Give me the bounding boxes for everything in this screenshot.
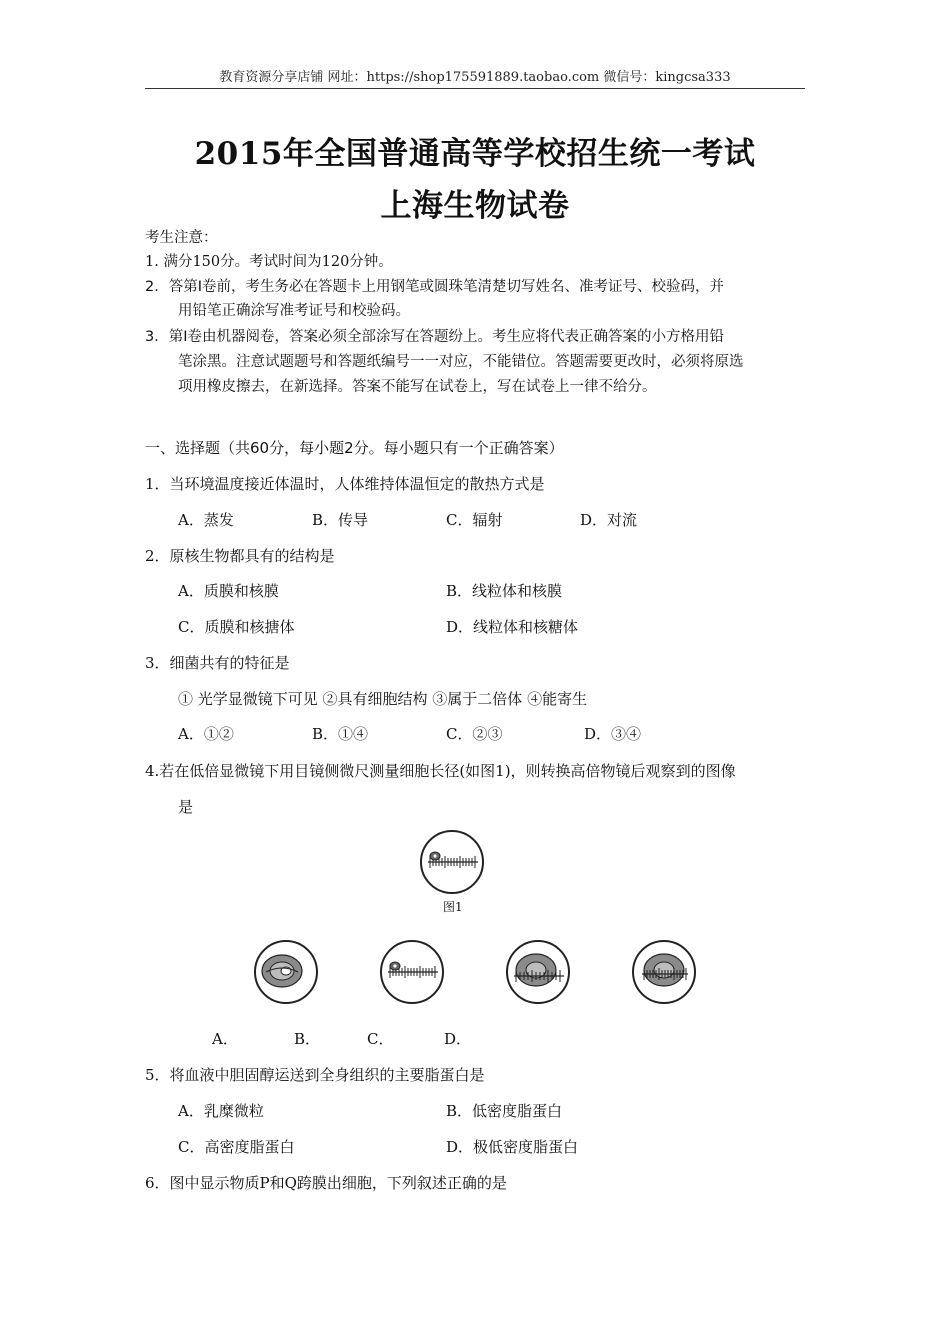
q3-option-c: C．②③ [446, 725, 503, 743]
q1-option-c: C．辐射 [446, 511, 503, 529]
notice-item-1: 1. 满分150分。考试时间为120分钟。 [145, 254, 393, 270]
q3-option-b: B．①④ [312, 725, 369, 743]
exam-title: 2015年全国普通高等学校招生统一考试 [194, 136, 756, 172]
notice-item-2a: 2．答第Ⅰ卷前，考生务必在答题卡上用钢笔或圆珠笔清楚切写姓名、准考证号、校验码，并 [145, 279, 724, 295]
section-heading: 一、选择题（共60分，每小题2分。每小题只有一个正确答案） [145, 439, 564, 457]
q3-items: ① 光学显微镜下可见 ②具有细胞结构 ③属于二倍体 ④能寄生 [178, 690, 588, 708]
q2-option-d: D．线粒体和核糖体 [446, 618, 579, 636]
notice-heading: 考生注意： [145, 230, 218, 246]
q5-stem: 5．将血液中胆固醇运送到全身组织的主要脂蛋白是 [145, 1066, 485, 1084]
notice-item-3a: 3．第Ⅰ卷由机器阅卷，答案必须全部涂写在答题纷上。考生应将代表正确答案的小方格用铅 [145, 329, 724, 345]
notice-item-2b: 用铅笔正确涂写准考证号和校验码。 [178, 303, 410, 319]
q4-option-b: B． [294, 1030, 321, 1048]
q1-stem: 1．当环境温度接近体温时，人体维持体温恒定的散热方式是 [145, 475, 545, 493]
q6-stem: 6．图中显示物质P和Q跨膜出细胞，下列叙述正确的是 [145, 1174, 507, 1192]
q4-option-d: D． [444, 1030, 472, 1048]
q3-stem: 3．细菌共有的特征是 [145, 654, 290, 672]
q2-option-b: B．线粒体和核膜 [446, 582, 563, 600]
q4-stem-line1: 4.若在低倍显微镜下用目镜侧微尺测量细胞长径(如图1)，则转换高倍物镜后观察到的图像 [145, 762, 736, 780]
notice-item-3c: 项用橡皮擦去，在新选择。答案不能写在试卷上，写在试卷上一律不给分。 [178, 379, 657, 395]
q5-option-c: C．高密度脂蛋白 [178, 1138, 295, 1156]
q1-option-a: A．蒸发 [178, 511, 234, 529]
q4-image-b [378, 938, 446, 1006]
figure-1-caption: 图1 [443, 900, 463, 914]
page-header: 教育资源分享店铺 网址：https://shop175591889.taobao.com 微信号：kingcsa333 [145, 66, 805, 89]
q5-option-b: B．低密度脂蛋白 [446, 1102, 563, 1120]
q4-image-c [504, 938, 572, 1006]
q2-stem: 2．原核生物都具有的结构是 [145, 547, 335, 565]
q5-option-d: D．极低密度脂蛋白 [446, 1138, 579, 1156]
q4-option-c: C． [367, 1030, 394, 1048]
q4-image-a [252, 938, 320, 1006]
q2-option-a: A．质膜和核膜 [178, 582, 279, 600]
q2-option-c: C．质膜和核搪体 [178, 618, 295, 636]
exam-subtitle: 上海生物试卷 [380, 188, 570, 224]
q4-option-a: A． [212, 1030, 238, 1048]
q4-stem-line2: 是 [178, 798, 194, 816]
q3-option-a: A．①② [178, 725, 234, 743]
q4-image-d [630, 938, 698, 1006]
q5-option-a: A．乳糜微粒 [178, 1102, 264, 1120]
q1-option-b: B．传导 [312, 511, 369, 529]
q1-option-d: D．对流 [580, 511, 638, 529]
figure-1-microscope-field [418, 828, 486, 896]
q3-option-d: D．③④ [584, 725, 642, 743]
notice-item-3b: 笔涂黑。注意试题题号和答题纸编号一一对应，不能错位。答题需要更改时，必须将原选 [178, 354, 744, 370]
